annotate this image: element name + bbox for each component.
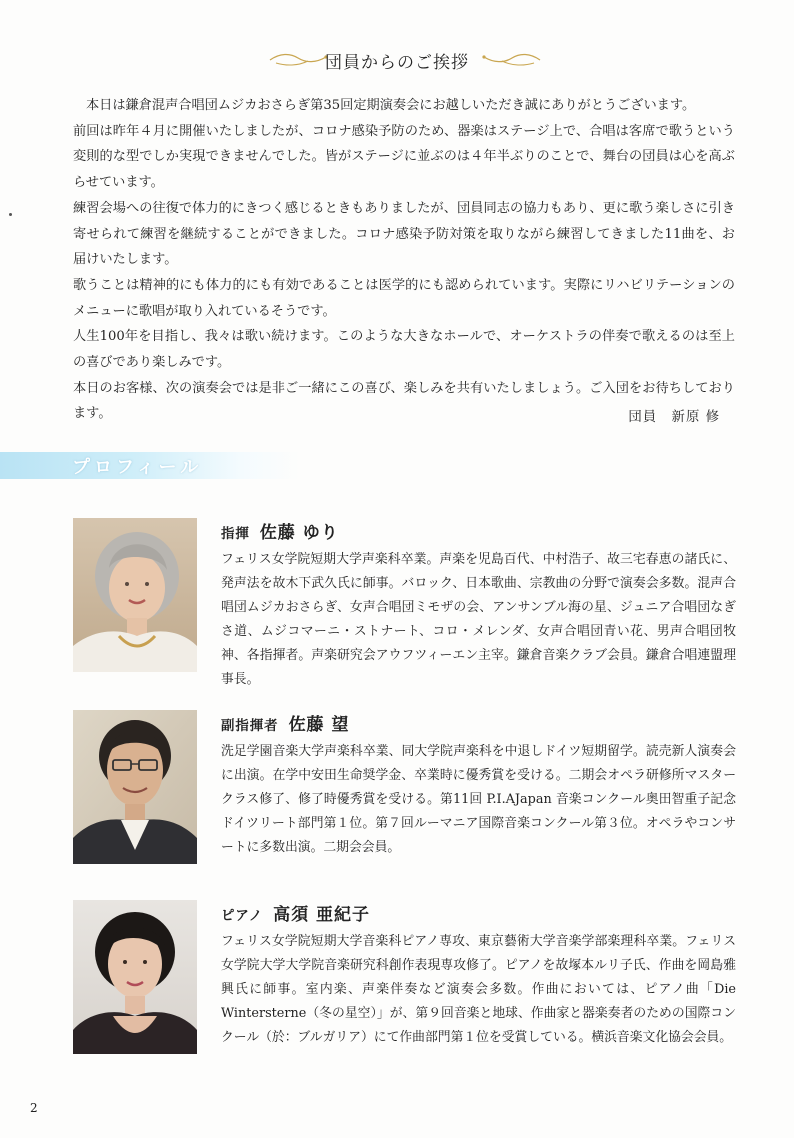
vice-conductor-info [221, 710, 736, 860]
pianist-role: ピアノ [221, 909, 264, 924]
conductor-name: 佐藤 ゆり [259, 523, 339, 543]
ornament-right-icon [482, 52, 542, 68]
greeting-paragraph: 人生100年を目指し、我々は歌い続けます。このような大きなホールで、オーケストラの伴奏で歌えるのは至上の喜びであり楽しみです。 [73, 329, 735, 371]
conductor-portrait [73, 518, 197, 672]
greeting-header [0, 46, 794, 74]
conductor-role: 指揮 [221, 527, 250, 542]
greeting-title: 団員からのご挨拶 [325, 53, 469, 73]
vice-conductor-name: 佐藤 望 [288, 715, 350, 735]
pianist-name: 高須 亜紀子 [273, 905, 371, 925]
pianist-info [221, 900, 736, 1050]
scan-speck [9, 213, 12, 216]
pianist-bio: フェリス女学院短期大学音楽科ピアノ専攻、東京藝術大学音楽学部楽理科卒業。フェリス女学院大学大学院音楽研究科創作表現専攻修了。ピアノを故塚本ルリ子氏、作曲を岡島雅興氏に師事。室内楽、声楽伴奏など演奏会多数。作曲においては、ピアノ曲「Die Wintersterne（冬の星空）」が、第９回音楽と地球、作曲家と器楽奏者のための国際コンクール（於：ブルガリア）にて作曲部門第１位を受賞している。横浜音楽文化協会会員。 [221, 934, 736, 1045]
greeting-paragraph: 本日のお客様、次の演奏会では是非ご一緒にこの喜び、楽しみを共有いたしましょう。ご入団をお待ちしております。 [73, 380, 735, 422]
vice-conductor-bio: 洗足学園音楽大学声楽科卒業、同大学院声楽科を中退しドイツ短期留学。読売新人演奏会に出演。在学中安田生命奨学金、卒業時に優秀賞を受ける。二期会オペラ研修所マスタークラス修了、修了時優秀賞を受ける。第11回 P.I.AJapan 音楽コンクール奥田智重子記念ドイツリート部門第１位。第７回ルーマニア国際音楽コンクール第３位。オペラやコンサートに多数出演。二期会会員。 [221, 744, 736, 855]
greeting-paragraph: 本日は鎌倉混声合唱団ムジカおさらぎ第35回定期演奏会にお越しいただき誠にありがとうございます。 [86, 98, 696, 113]
pianist-portrait [73, 900, 197, 1054]
greeting-body [73, 93, 735, 427]
greeting-paragraph: 練習会場への往復で体力的にきつく感じるときもありましたが、団員同志の協力もあり、更に歌う楽しさに引き寄せられて練習を継続することができました。コロナ感染予防対策を取りながら練習してきました11曲を、お届けいたします。 [73, 200, 735, 268]
vice-conductor-portrait [73, 710, 197, 864]
profile-entry-conductor [73, 518, 736, 687]
conductor-info [221, 518, 736, 692]
profile-banner [0, 452, 300, 479]
profile-entry-vice-conductor [73, 710, 735, 864]
greeting-paragraph: 前回は昨年４月に開催いたしましたが、コロナ感染予防のため、器楽はステージ上で、合唱は客席で歌うという変則的な型でしか実現できませんでした。皆がステージに並ぶのは４年半ぶりのことで、舞台の団員は心を高ぶらせています。 [73, 123, 735, 191]
conductor-bio: フェリス女学院短期大学声楽科卒業。声楽を児島百代、中村浩子、故三宅春恵の諸氏に、発声法を故木下武久氏に師事。バロック、日本歌曲、宗教曲の分野で演奏会多数。混声合唱団ムジカおさらぎ、女声合唱団ミモザの会、アンサンブル海の星、ジュニア合唱団なぎさ道、ムジコマーニ・ストナート、コロ・メレンダ、女声合唱団青い花、男声合唱団牧神、各指揮者。声楽研究会アウフツィーエン主宰。鎌倉音楽クラブ会員。鎌倉合唱連盟理事長。 [221, 552, 736, 687]
greeting-signature: 団員 新原 修 [628, 410, 720, 425]
vice-conductor-role: 副指揮者 [221, 719, 279, 734]
page-number: 2 [30, 1101, 38, 1115]
profile-title: プロフィール [72, 457, 203, 478]
greeting-paragraph: 歌うことは精神的にも体力的にも有効であることは医学的にも認められています。実際にリハビリテーションのメニューに歌唱が取り入れているそうです。 [73, 277, 735, 319]
profile-entry-pianist [73, 900, 735, 1054]
